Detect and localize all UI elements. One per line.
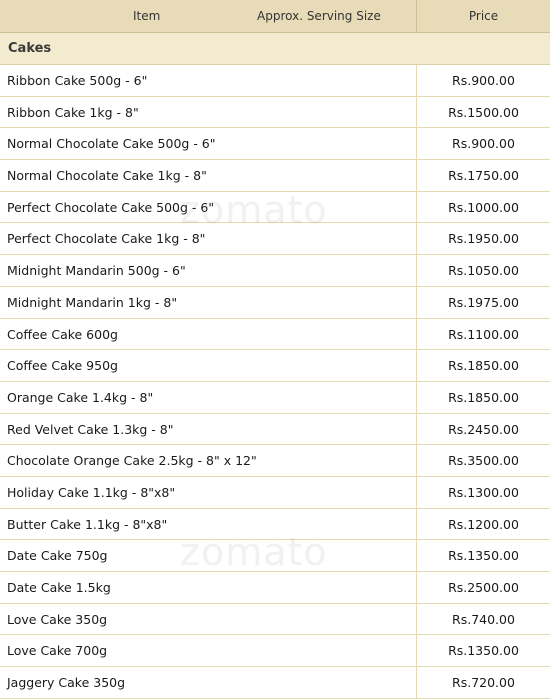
table-row	[0, 319, 550, 351]
item-price: Rs.1300.00	[448, 484, 519, 500]
item-price: Rs.740.00	[452, 611, 515, 627]
table-row	[0, 65, 550, 97]
table-row	[0, 128, 550, 160]
table-row	[0, 97, 550, 129]
item-name: Normal Chocolate Cake 500g - 6"	[0, 128, 417, 159]
item-name: Midnight Mandarin 1kg - 8"	[0, 287, 417, 318]
table-row	[0, 350, 550, 382]
item-price: Rs.1350.00	[448, 548, 519, 564]
item-price: Rs.1850.00	[448, 389, 519, 405]
table-row	[0, 572, 550, 604]
item-name: Holiday Cake 1.1kg - 8"x8"	[0, 477, 417, 508]
item-price: Rs.720.00	[452, 675, 515, 691]
table-row	[0, 635, 550, 667]
item-name: Coffee Cake 600g	[0, 319, 417, 350]
item-name: Chocolate Orange Cake 2.5kg - 8" x 12"	[0, 445, 417, 476]
item-name: Midnight Mandarin 500g - 6"	[0, 255, 417, 286]
item-name: Jaggery Cake 350g	[0, 667, 417, 698]
item-name: Ribbon Cake 1kg - 8"	[0, 97, 417, 128]
table-row	[0, 382, 550, 414]
item-name: Butter Cake 1.1kg - 8"x8"	[0, 509, 417, 540]
item-name: Love Cake 350g	[0, 604, 417, 635]
header-serving-label: Approx. Serving Size	[257, 9, 381, 23]
menu-rows	[0, 65, 550, 699]
item-name: Ribbon Cake 500g - 6"	[0, 65, 417, 96]
item-name: Date Cake 1.5kg	[0, 572, 417, 603]
header-price-label: Price	[468, 9, 499, 23]
item-price: Rs.3500.00	[448, 453, 519, 469]
item-price: Rs.1000.00	[448, 199, 519, 215]
item-name: Date Cake 750g	[0, 540, 417, 571]
table-row	[0, 477, 550, 509]
header-item-label: Item	[133, 9, 161, 23]
watermark-logo: zomato	[180, 530, 328, 574]
item-price: Rs.2450.00	[448, 421, 519, 437]
table-row	[0, 604, 550, 636]
table-row	[0, 445, 550, 477]
section-title: Cakes	[0, 33, 550, 65]
item-price: Rs.1500.00	[448, 104, 519, 120]
item-name: Coffee Cake 950g	[0, 350, 417, 381]
item-price: Rs.1050.00	[448, 263, 519, 279]
item-name: Orange Cake 1.4kg - 8"	[0, 382, 417, 413]
item-price: Rs.1100.00	[448, 326, 519, 342]
item-price: Rs.1850.00	[448, 358, 519, 374]
item-name: Red Velvet Cake 1.3kg - 8"	[0, 414, 417, 445]
watermark-logo: zomato	[180, 188, 328, 232]
item-price: Rs.900.00	[452, 73, 515, 88]
table-row	[0, 287, 550, 319]
item-name: Perfect Chocolate Cake 500g - 6"	[0, 192, 417, 223]
table-row	[0, 160, 550, 192]
item-price: Rs.1975.00	[448, 294, 519, 310]
header-item-cell	[0, 0, 417, 32]
item-name: Normal Chocolate Cake 1kg - 8"	[0, 160, 417, 191]
item-price: Rs.2500.00	[448, 580, 519, 595]
table-row	[0, 414, 550, 446]
item-price: Rs.1750.00	[448, 168, 519, 184]
item-name: Perfect Chocolate Cake 1kg - 8"	[0, 223, 417, 254]
item-name: Love Cake 700g	[0, 635, 417, 666]
item-price: Rs.1950.00	[448, 231, 519, 247]
item-price: Rs.1350.00	[448, 643, 519, 659]
table-row	[0, 667, 550, 699]
item-price: Rs.900.00	[452, 136, 515, 152]
table-row	[0, 255, 550, 287]
item-price: Rs.1200.00	[448, 516, 519, 532]
table-header	[0, 0, 550, 33]
